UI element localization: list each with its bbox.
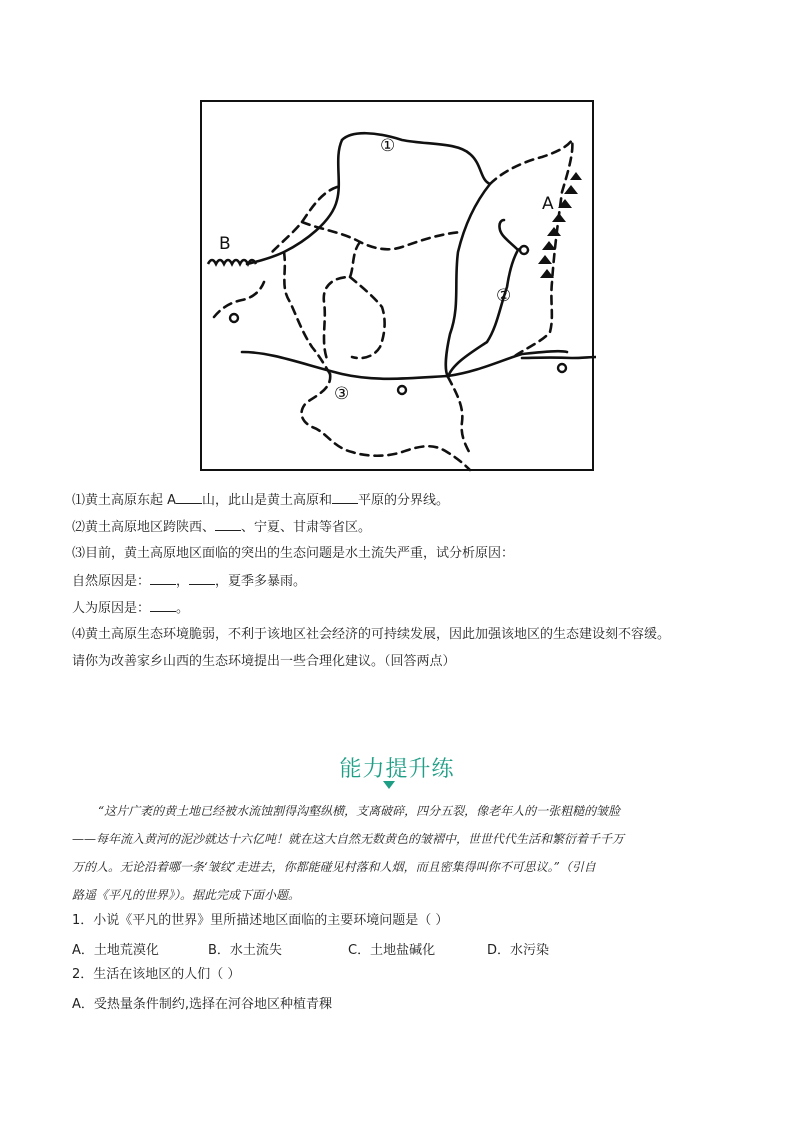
question-3: ⑶目前，黄土高原地区面临的突出的生态问题是水土流失严重，试分析原因： (72, 546, 515, 561)
blank[interactable] (176, 491, 202, 504)
human-text-2: 。 (176, 601, 190, 616)
label-circle-1: ① (380, 136, 396, 156)
border-gansu (284, 252, 330, 374)
q2-text-1: ⑵黄土高原地区跨陕西、 (72, 520, 216, 535)
passage-line-3: 万的人。无论沿着哪一条‘皱纹’走进去，你都能碰见村落和人烟，而且密集得叫你不可思议。”（引自 (72, 860, 596, 874)
q1-text-1: ⑴黄土高原东起 A (72, 493, 177, 508)
mcq-1-option-d[interactable]: D．水污染 (487, 943, 550, 958)
border-inner (350, 277, 385, 358)
question-4-line-1: ⑷黄土高原生态环境脆弱，不利于该地区社会经济的可持续发展，因此加强该地区的生态建设刻不容缓。 (72, 627, 671, 642)
mcq-1-stem: 1．小说《平凡的世界》里所描述地区面临的主要环境问题是（ ） (72, 913, 449, 928)
human-text-1: 人为原因是： (72, 601, 151, 616)
section-title: 能力提升练 (339, 757, 455, 782)
mcq-1-option-b[interactable]: B．水土流失 (208, 943, 282, 958)
city-lanzhou (230, 314, 238, 322)
border-henan (448, 377, 470, 454)
yellow-river-west (247, 140, 342, 264)
mcq-1-option-c[interactable]: C．土地盐碱化 (348, 943, 436, 958)
label-circle-3: ③ (334, 384, 350, 404)
natural-text-3: ，夏季多暴雨。 (215, 574, 307, 589)
label-a: A (542, 194, 554, 214)
natural-causes (72, 572, 306, 591)
q1-text-3: 平原的分界线。 (358, 493, 450, 508)
passage-line-1: “这片广袤的黄土地已经被水流蚀割得沟壑纵横，支离破碎，四分五裂，像老年人的一张粗糙的皱脸 (98, 804, 621, 818)
mcq-1-option-a[interactable]: A．土地荒漠化 (72, 943, 159, 958)
city-zhengzhou (558, 364, 566, 372)
blank[interactable] (189, 572, 215, 585)
q2-text-2: 、宁夏、甘肃等省区。 (241, 520, 372, 535)
yellow-river (342, 133, 490, 377)
city-taiyuan (520, 246, 528, 254)
blank[interactable] (150, 572, 176, 585)
blank[interactable] (332, 491, 358, 504)
title-arrow-icon (383, 781, 395, 789)
border-shaanxi-mid (324, 242, 360, 362)
label-circle-2: ② (496, 286, 512, 306)
q1-text-2: 山，此山是黄土高原和 (202, 493, 333, 508)
wushao-mountains (208, 260, 256, 264)
mcq-2-option-a[interactable]: A．受热量条件制约,选择在河谷地区种植青稞 (72, 997, 333, 1012)
blank[interactable] (150, 599, 176, 612)
passage-line-2: ——每年流入黄河的泥沙就达十六亿吨！就在这大自然无数黄色的皱褶中，世世代代生活和繁衍着千千万 (72, 832, 625, 846)
map-drawing (202, 102, 596, 473)
label-b: B (219, 234, 231, 254)
natural-text-1: 自然原因是： (72, 574, 151, 589)
question-2 (72, 518, 371, 537)
river-east (522, 357, 596, 358)
question-1 (72, 491, 449, 510)
loess-plateau-map (200, 100, 594, 471)
border-south (302, 374, 470, 470)
mcq-2-stem: 2．生活在该地区的人们（ ） (72, 967, 241, 982)
city-xian (398, 386, 406, 394)
passage-line-4: 路遥《平凡的世界》）。据此完成下面小题。 (72, 888, 301, 902)
blank[interactable] (215, 518, 241, 531)
natural-text-2: ， (176, 574, 190, 589)
wei-river (242, 351, 567, 379)
border-west (214, 282, 264, 317)
human-causes (72, 599, 189, 618)
taihang-mountains (538, 172, 582, 278)
question-4-line-2: 请你为改善家乡山西的生态环境提出一些合理化建议。（回答两点） (72, 654, 456, 669)
border-shaanxi-north (302, 222, 462, 249)
border-east (490, 140, 572, 358)
